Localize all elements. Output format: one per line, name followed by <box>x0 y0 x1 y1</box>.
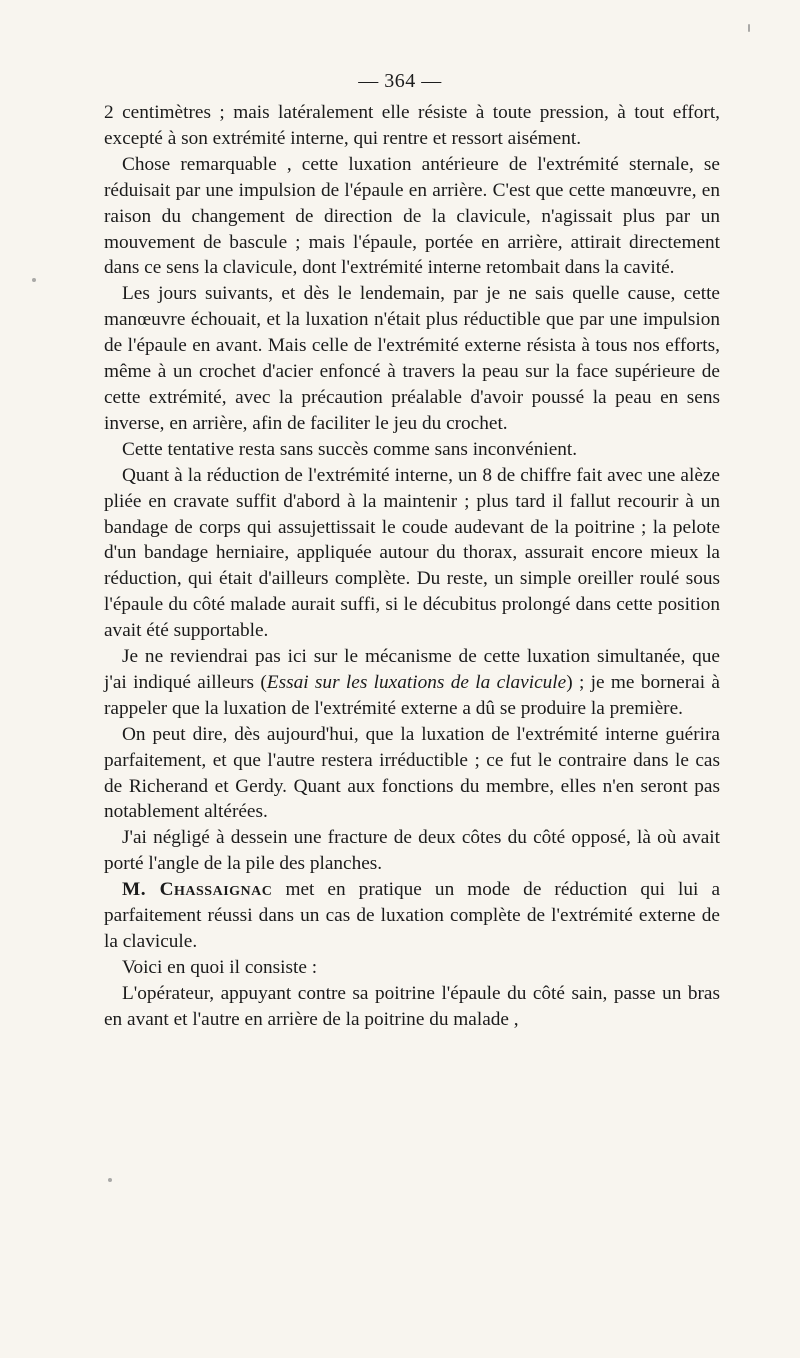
paragraph-1: 2 centimètres ; mais latéralement elle résiste à toute pression, à tout effort, excepté à son extrémité interne, qui rentre et ressort aisément. <box>104 102 720 149</box>
paragraph-9 <box>104 877 720 955</box>
ink-speck <box>748 24 750 32</box>
paragraph-11: L'opérateur, appuyant contre sa poitrine l'épaule du côté sain, passe un bras en avant et l'autre en arrière de la poitrine du malade , <box>104 982 720 1030</box>
author-name: M. Chassaignac <box>122 879 273 901</box>
paragraph-10: Voici en quoi il consiste : <box>122 956 318 978</box>
ink-speck <box>108 1178 112 1182</box>
paragraph-5: Quant à la réduction de l'extrémité interne, un 8 de chiffre fait avec une alèze pliée en cravate suffit d'abord à la maintenir ; plus tard il fallut recourir à un bandage de corps qui assujettissait le coude audevant de la poitrine ; la pelote d'un bandage herniaire, appliquée autour du thorax, assurait encore mieux la réduction, qui était d'ailleurs complète. Du reste, un simple oreiller roulé sous l'épaule du côté malade aurait suffi, si le décubitus prolongé dans cette position avait été supportable. <box>104 464 720 642</box>
paragraph-6-text-after: ) ; je me bornerai à rappeler que la luxation de l'extrémité externe a dû se produire la première. <box>104 671 720 719</box>
paragraph-6 <box>104 644 720 722</box>
paragraph-8: J'ai négligé à dessein une fracture de deux côtes du côté opposé, là où avait porté l'angle de la pile des planches. <box>104 827 720 875</box>
paragraph-9-text: met en pratique un mode de réduction qui lui a parfaitement réussi dans un cas de luxation complète de l'extrémité externe de la clavicule. <box>104 879 720 952</box>
citation-title: Essai sur les luxations de la clavicule <box>266 671 567 693</box>
paragraph-3: Les jours suivants, et dès le lendemain, par je ne sais quelle cause, cette manœuvre échouait, et la luxation n'était plus réductible que par une impulsion de l'épaule en avant. Mais celle de l'extrémité externe résista à tous nos efforts, même à un crochet d'acier enfoncé à travers la peau sur la face supérieure de cette extrémité, avec la précaution préalable d'avoir poussé la peau en sens inverse, en arrière, afin de faciliter le jeu du crochet. <box>104 283 720 434</box>
page-number: — 364 — <box>358 70 442 92</box>
paragraph-2: Chose remarquable , cette luxation antérieure de l'extrémité sternale, se réduisait par une impulsion de l'épaule en arrière. C'est que cette manœuvre, en raison du changement de direction de la clavicule, n'agissait plus par un mouvement de bascule ; mais l'épaule, portée en arrière, attirait directement dans ce sens la clavicule, dont l'extrémité interne retombait dans la cavité. <box>104 153 720 279</box>
paragraph-7: On peut dire, dès aujourd'hui, que la luxation de l'extrémité interne guérira parfaitement, et que l'autre restera irréductible ; ce fut le contraire dans le cas de Richerand et Gerdy. Quant aux fonctions du membre, elles n'en seront pas notablement altérées. <box>104 723 720 823</box>
body-text <box>104 100 720 1033</box>
paragraph-4: Cette tentative resta sans succès comme sans inconvénient. <box>122 438 578 460</box>
ink-speck <box>32 278 36 282</box>
paragraph-6-text-before: Je ne reviendrai pas ici sur le mécanisme de cette luxation simultanée, que j'ai indiqué ailleurs ( <box>104 646 720 693</box>
